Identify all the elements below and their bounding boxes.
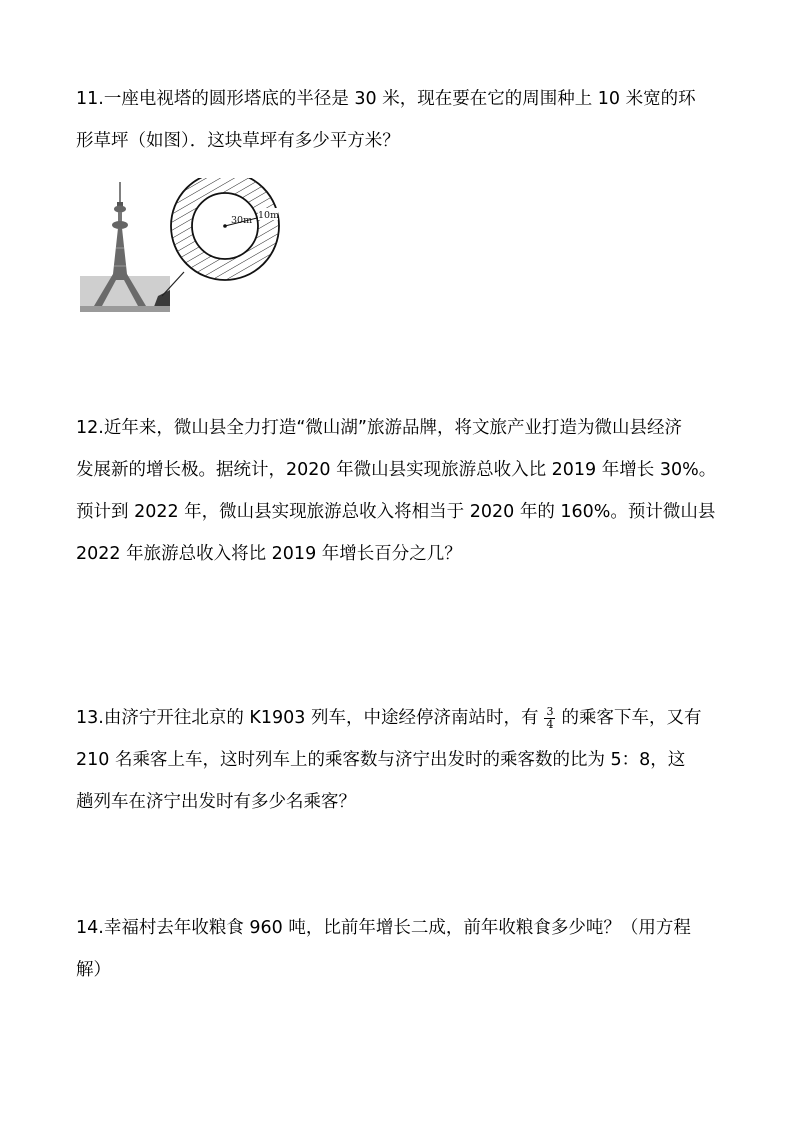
- question-text-line: 形草坪（如图）．这块草坪有多少平方米？: [76, 131, 400, 151]
- question-text-line: 12.近年来，微山县全力打造“微山湖”旅游品牌，将文旅产业打造为微山县经济: [76, 418, 682, 438]
- question-text-line: 发展新的增长极。据统计，2020 年微山县实现旅游总收入比 2019 年增长 30%。: [76, 460, 717, 480]
- question-13: [76, 697, 726, 823]
- fraction: [544, 706, 555, 731]
- ring-diagram: [171, 178, 279, 280]
- fraction-denominator: 4: [546, 717, 554, 731]
- question-text-line: 210 名乘客上车，这时列车上的乘客数与济宁出发时的乘客数的比为 5：8，这: [76, 750, 686, 770]
- question-14: [76, 907, 726, 991]
- fraction-numerator: 3: [546, 704, 554, 718]
- question-12: [76, 407, 726, 575]
- tv-tower-image: [80, 182, 170, 312]
- question-11: [76, 78, 726, 162]
- question-text-line: 14.幸福村去年收粮食 960 吨，比前年增长二成，前年收粮食多少吨？（用方程: [76, 918, 691, 938]
- ring-width-label: 10m: [258, 210, 280, 221]
- question-text-line: 11.一座电视塔的圆形塔底的半径是 30 米，现在要在它的周围种上 10 米宽的环: [76, 89, 696, 109]
- question-text-after-fraction: 的乘客下车，又有: [561, 708, 702, 728]
- question-text-line: 解）: [76, 960, 111, 980]
- question-text-line: 趟列车在济宁出发时有多少名乘客？: [76, 792, 356, 812]
- question-text-line: 预计到 2022 年，微山县实现旅游总收入将相当于 2020 年的 160%。预计微山县: [76, 502, 716, 522]
- question-text-before-fraction: 13.由济宁开往北京的 K1903 列车，中途经停济南站时，有: [76, 708, 539, 728]
- tv-tower-ring-figure: [80, 178, 290, 318]
- question-text-line: [76, 697, 726, 739]
- question-text-line: 2022 年旅游总收入将比 2019 年增长百分之几？: [76, 544, 462, 564]
- radius-label: 30m: [231, 215, 253, 226]
